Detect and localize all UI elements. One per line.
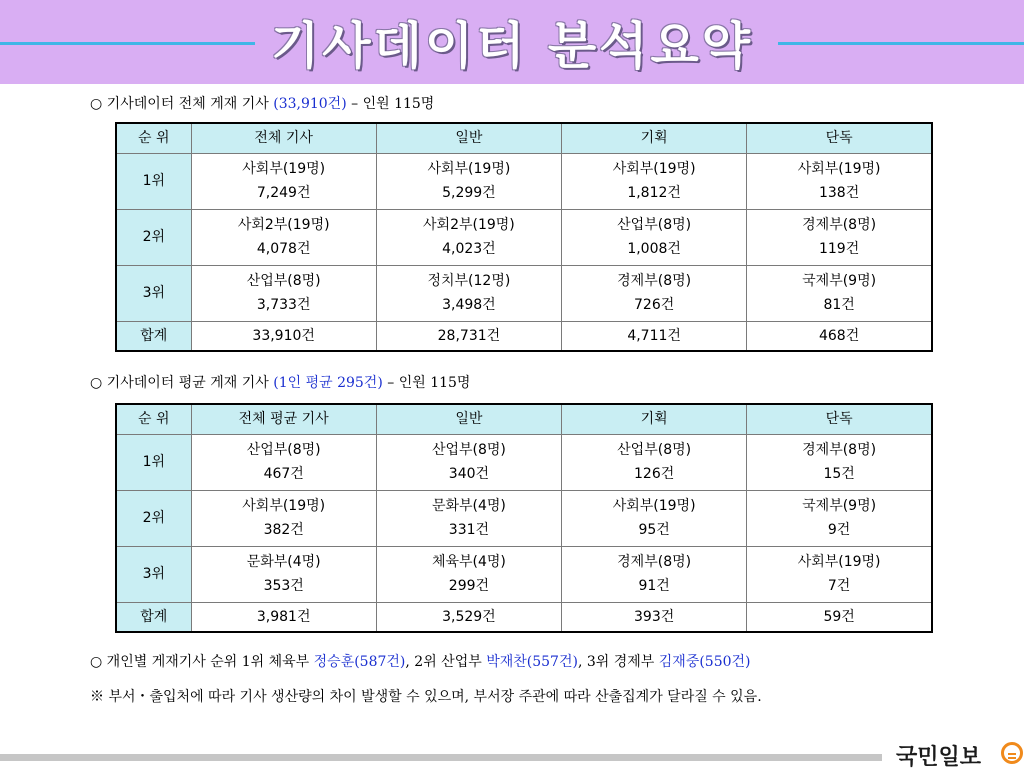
rank-cell: 1위 [116,434,191,490]
header-cell: 기획 [562,123,747,153]
dept-label: 산업부(8명) [617,217,692,233]
total-value: 28,731건 [376,321,561,351]
data-cell [191,490,376,546]
summary-total-articles [90,93,434,113]
count-value: 3,733건 [256,297,311,313]
data-cell [747,209,932,265]
header-cell: 단독 [747,123,932,153]
footer-bar [0,754,882,761]
dept-label: 체육부(4명) [431,554,506,570]
logo-mark-icon [1001,742,1023,764]
count-value: 15건 [823,466,855,482]
rank-cell: 3위 [116,546,191,602]
count-value: 1,008건 [627,241,681,257]
summary-individual-ranking [90,651,751,671]
count-value: 299건 [448,578,490,594]
table-header-row [116,404,932,434]
dept-label: 정치부(12명) [427,273,511,289]
header-cell: 전체 기사 [191,123,376,153]
data-cell [747,434,932,490]
data-cell [376,153,561,209]
dept-label: 사회2부(19명) [423,217,515,233]
table-row [116,490,932,546]
footnote: ※ 부서・출입처에 따라 기사 생산량의 차이 발생할 수 있으며, 부서장 주관에 따라 산출집계가 달라질 수 있음. [90,689,762,705]
dept-label: 문화부(4명) [431,498,506,514]
data-cell [376,490,561,546]
rank-cell: 2위 [116,490,191,546]
count-value: 81건 [823,297,855,313]
count-value: 119건 [818,241,860,257]
summary-highlight: (33,910건) [273,96,347,112]
count-value: 126건 [634,466,675,482]
table-total-articles [115,122,933,352]
dept-label: 경제부(8명) [617,554,692,570]
slide-header [0,0,1024,84]
dept-label: 사회부(19명) [242,498,326,514]
summary-highlight: 정승훈(587건) [313,654,406,670]
total-value: 33,910건 [191,321,376,351]
summary-text: , 2위 산업부 [405,654,487,670]
data-cell [747,153,932,209]
dept-label: 사회부(19명) [427,161,511,177]
data-cell [562,490,747,546]
count-value: 467건 [263,466,304,482]
count-value: 91건 [638,578,670,594]
summary-text: , 3위 경제부 [577,654,659,670]
total-label: 합계 [116,321,191,351]
count-value: 1,812건 [627,185,681,201]
count-value: 331건 [448,522,490,538]
dept-label: 산업부(8명) [617,442,692,458]
dept-label: 국제부(9명) [802,273,877,289]
summary-text: – 인원 115명 [346,96,435,112]
data-cell [747,265,932,321]
data-cell [191,209,376,265]
data-cell [376,265,561,321]
dept-label: 사회부(19명) [797,161,881,177]
count-value: 382건 [263,522,304,538]
count-value: 340건 [448,466,490,482]
rank-cell: 3위 [116,265,191,321]
table-total-row [116,602,932,632]
data-cell [747,490,932,546]
header-cell: 일반 [376,123,561,153]
total-value: 59건 [747,602,932,632]
dept-label: 경제부(8명) [617,273,692,289]
count-value: 7건 [827,578,851,594]
header-cell: 기획 [562,404,747,434]
dept-label: 사회부(19명) [612,161,696,177]
header-cell: 전체 평균 기사 [191,404,376,434]
table-header-row [116,123,932,153]
data-cell [562,209,747,265]
summary-highlight: 박재찬(557건) [486,654,578,670]
table-row [116,434,932,490]
data-cell [376,209,561,265]
total-label: 합계 [116,602,191,632]
dept-label: 사회2부(19명) [237,217,330,233]
header-cell: 순 위 [116,404,191,434]
dept-label: 산업부(8명) [246,442,321,458]
table-row [116,546,932,602]
dept-label: 산업부(8명) [246,273,321,289]
data-cell [191,153,376,209]
dept-label: 경제부(8명) [802,442,877,458]
header-cell: 일반 [376,404,561,434]
total-value: 3,981건 [191,602,376,632]
summary-text: ○ 기사데이터 전체 게재 기사 [90,96,274,112]
data-cell [191,546,376,602]
dept-label: 경제부(8명) [802,217,877,233]
data-cell [376,434,561,490]
summary-text: – 인원 115명 [382,375,471,391]
count-value: 9건 [827,522,851,538]
count-value: 4,078건 [256,241,311,257]
data-cell [562,434,747,490]
summary-highlight: 김재중(550건) [658,654,751,670]
total-value: 3,529건 [376,602,561,632]
dept-label: 사회부(19명) [797,554,881,570]
summary-highlight: (1인 평균 295건) [273,375,383,391]
data-cell [562,153,747,209]
dept-label: 사회부(19명) [612,498,696,514]
dept-label: 국제부(9명) [802,498,877,514]
table-row [116,209,932,265]
total-value: 468건 [747,321,932,351]
count-value: 353건 [263,578,304,594]
table-row [116,265,932,321]
table-total-row [116,321,932,351]
slide-title: 기사데이터 분석요약 [270,17,754,75]
count-value: 3,498건 [442,297,496,313]
header-cell: 단독 [747,404,932,434]
summary-text: ○ 기사데이터 평균 게재 기사 [90,375,274,391]
rank-cell: 2위 [116,209,191,265]
total-value: 393건 [562,602,747,632]
dept-label: 사회부(19명) [242,161,326,177]
count-value: 138건 [818,185,860,201]
count-value: 4,023건 [442,241,496,257]
rank-cell: 1위 [116,153,191,209]
dept-label: 문화부(4명) [246,554,321,570]
table-average-articles [115,403,933,633]
header-cell: 순 위 [116,123,191,153]
table-row [116,153,932,209]
count-value: 95건 [638,522,670,538]
publisher-logo: 국민일보 [896,745,982,768]
summary-text: ○ 개인별 게재기사 순위 1위 체육부 [90,654,314,670]
dept-label: 산업부(8명) [431,442,506,458]
count-value: 5,299건 [442,185,496,201]
data-cell [562,265,747,321]
data-cell [191,434,376,490]
count-value: 7,249건 [256,185,311,201]
total-value: 4,711건 [562,321,747,351]
summary-average-articles [90,372,470,392]
data-cell [376,546,561,602]
data-cell [191,265,376,321]
data-cell [562,546,747,602]
count-value: 726건 [634,297,675,313]
data-cell [747,546,932,602]
